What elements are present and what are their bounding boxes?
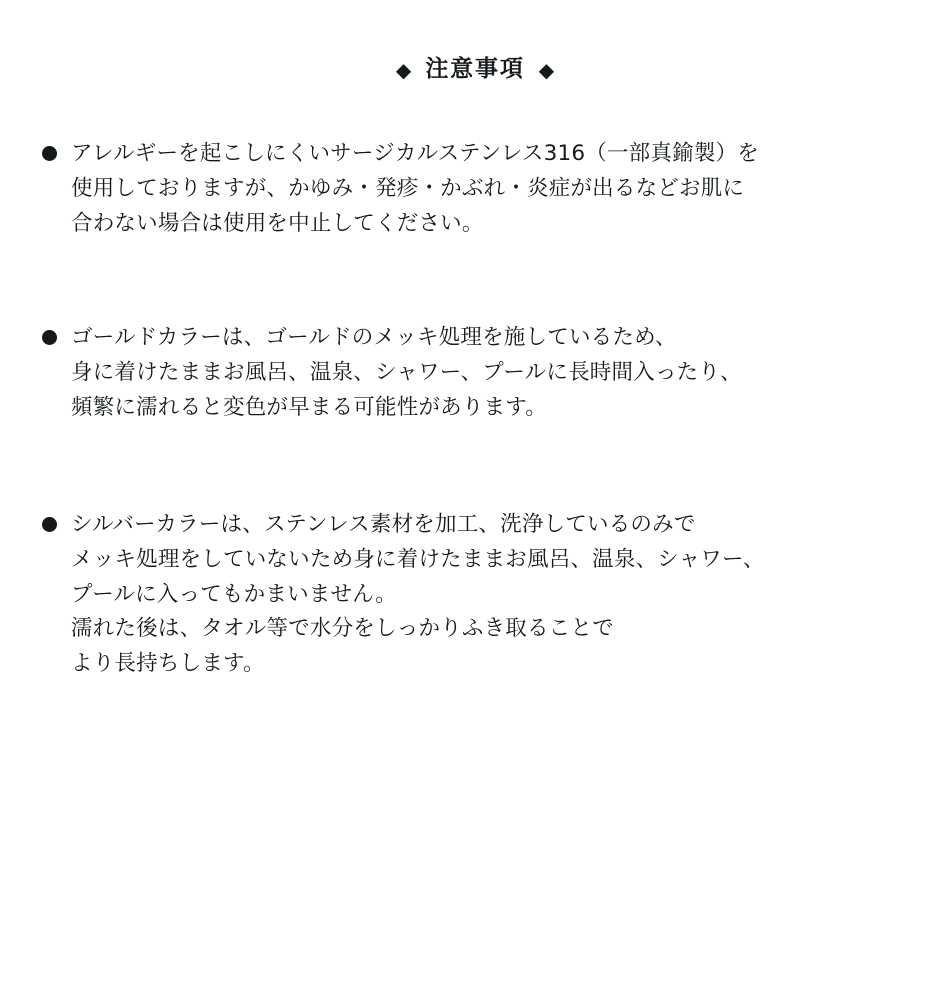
bullet-icon [42, 517, 57, 532]
list-item [42, 321, 902, 425]
text-line: プールに入ってもかまいません。 [71, 581, 397, 607]
text-line: 使用しておりますが、かゆみ・発疹・かぶれ・炎症が出るなどお肌に [71, 175, 745, 201]
text-line: 身に着けたままお風呂、温泉、シャワー、プールに長時間入ったり、 [71, 360, 742, 386]
text-line: アレルギーを起こしにくいサージカルステンレス316（一部真鍮製）を [71, 141, 759, 166]
diamond-left-icon: ◆ [395, 57, 412, 82]
text-line: 濡れた後は、タオル等で水分をしっかりふき取ることで [71, 616, 614, 642]
list-item-text [71, 137, 902, 241]
text-line: 合わない場合は使用を中止してください。 [71, 210, 484, 236]
bullet-icon [42, 146, 57, 161]
text-line: シルバーカラーは、ステンレス素材を加工、洗浄しているのみで [71, 511, 696, 537]
text-line: メッキ処理をしていないため身に着けたままお風呂、温泉、シャワー、 [71, 546, 765, 572]
text-line: より長持ちします。 [71, 651, 265, 677]
list-item [42, 508, 902, 682]
text-line: ゴールドカラーは、ゴールドのメッキ処理を施しているため、 [71, 325, 677, 351]
text-line: 頻繁に濡れると変色が早まる可能性があります。 [71, 395, 548, 421]
diamond-right-icon: ◆ [538, 57, 555, 82]
notice-page [0, 58, 950, 1008]
notice-list [0, 137, 950, 682]
page-title [0, 58, 950, 81]
page-title-text: 注意事項 [425, 56, 525, 82]
list-item-text [71, 508, 902, 682]
list-item-text [71, 321, 902, 425]
list-item [42, 137, 902, 241]
bullet-icon [42, 330, 57, 345]
